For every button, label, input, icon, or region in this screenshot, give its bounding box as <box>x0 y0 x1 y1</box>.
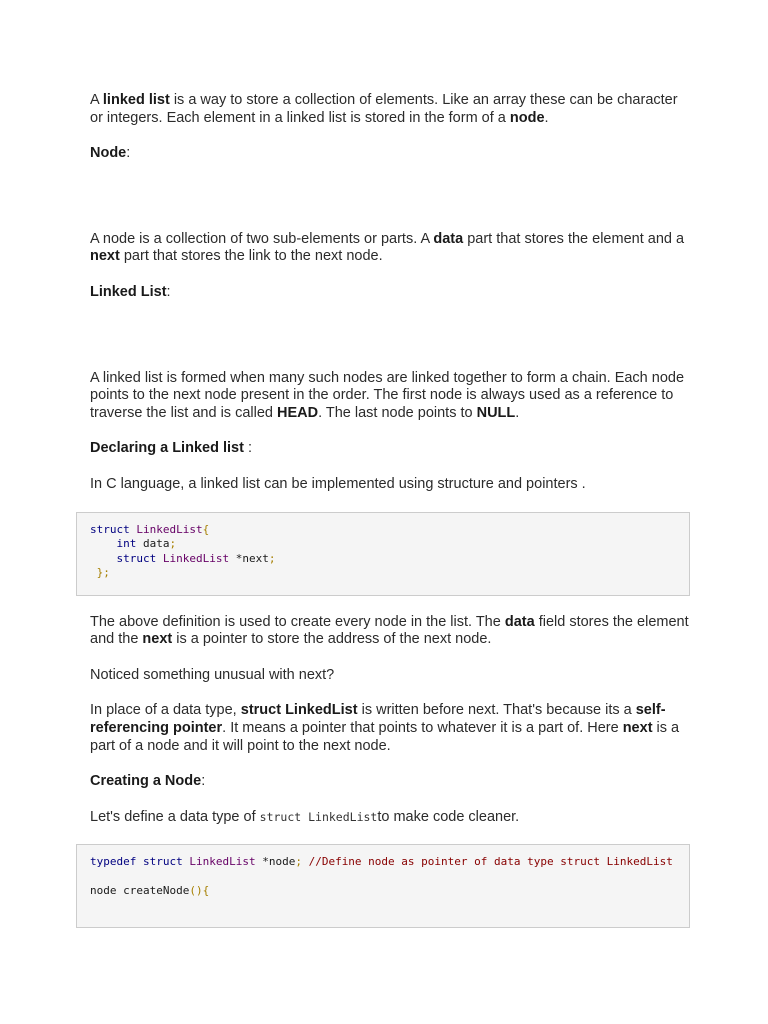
code-keyword: typedef struct <box>90 855 183 869</box>
definition-paragraph <box>90 614 690 649</box>
node-desc-text-2: part that stores the element and a <box>463 230 685 247</box>
code-identifier: data <box>136 537 170 551</box>
letsdefine-text-1: Let's define a data type of <box>90 808 260 825</box>
code-indent <box>90 566 97 579</box>
code-type: LinkedList <box>182 855 256 869</box>
code-keyword: int <box>116 537 137 551</box>
node-desc-bold-next: next <box>90 248 120 265</box>
declaring-heading-bold: Declaring a Linked list <box>90 440 244 457</box>
code-block-typedef <box>76 844 690 928</box>
linked-list-heading <box>90 284 690 302</box>
above-text-3: is a pointer to store the address of the next node. <box>172 631 492 648</box>
node-heading-suffix: : <box>126 145 131 162</box>
ll-desc-bold-null: NULL <box>476 404 516 421</box>
code-punct: (){ <box>189 884 210 898</box>
code-blank-line <box>90 870 676 885</box>
article-body <box>90 92 690 928</box>
node-desc-bold-data: data <box>433 230 464 247</box>
ll-desc-text-1: A linked list is formed when many such nodes are linked together to form a chain. Each node points to the next node present in the order. The first node is always used as a reference to traverse the list and is called <box>90 369 685 421</box>
code-keyword: struct <box>90 522 130 536</box>
ll-desc-bold-head: HEAD <box>276 404 319 421</box>
code-punct: { <box>202 522 210 536</box>
inplace-bold-self-ref: self-referencing pointer <box>90 702 666 736</box>
inplace-text-3: . It means a pointer that points to whatever it is a part of. Here <box>222 719 623 736</box>
node-desc-text-3: part that stores the link to the next node. <box>119 248 383 265</box>
above-bold-data: data <box>504 613 535 630</box>
code-identifier: *next <box>229 551 269 565</box>
inplace-text-1: In place of a data type, <box>90 702 241 719</box>
intro-paragraph <box>90 92 690 127</box>
creating-node-heading <box>90 773 690 791</box>
self-referencing-paragraph <box>90 702 690 755</box>
node-description <box>90 231 690 266</box>
define-type-paragraph <box>90 809 690 827</box>
declaring-heading-suffix: : <box>243 440 252 457</box>
code-identifier: *node <box>255 855 296 869</box>
inplace-bold-next: next <box>622 719 653 736</box>
inplace-text-4: is a part of a node and it will point to the next node. <box>90 719 680 754</box>
intro-bold-linked-list: linked list <box>102 92 170 108</box>
code-line <box>90 884 676 899</box>
creating-node-heading-bold: Creating a Node <box>90 773 202 790</box>
code-line <box>90 855 676 870</box>
creating-node-heading-suffix: : <box>201 773 206 790</box>
code-punct: ; <box>295 855 302 869</box>
intro-text-3: . <box>544 109 549 126</box>
code-type: LinkedList <box>156 551 230 565</box>
code-punct: ; <box>268 551 276 565</box>
code-block-struct <box>76 512 690 596</box>
noticed-paragraph: Noticed something unusual with next? <box>90 666 335 683</box>
above-text-1: The above definition is used to create every node in the list. The <box>90 613 505 630</box>
code-punct: }; <box>96 566 110 580</box>
above-bold-next: next <box>142 631 173 648</box>
intro-text-2: is a way to store a collection of elements. Like an array these can be character or integers. Each element in a linked list is stored in the form of a <box>90 92 678 126</box>
node-heading-bold: Node <box>90 145 127 162</box>
code-identifier: node createNode <box>90 884 190 898</box>
code-comment: //Define node as pointer of data type struct LinkedList <box>301 855 673 869</box>
ll-desc-text-2: . The last node points to <box>318 404 477 421</box>
code-keyword: struct <box>116 551 157 565</box>
intro-text-1: A <box>90 92 103 108</box>
linked-list-description <box>90 370 690 423</box>
letsdefine-text-2: to make code cleaner. <box>377 808 520 825</box>
linked-list-heading-bold: Linked List <box>90 283 167 300</box>
inline-code: struct LinkedList <box>259 809 378 824</box>
above-text-2: field stores the element and the <box>90 613 689 648</box>
code-indent <box>90 552 117 565</box>
ll-desc-text-3: . <box>515 404 520 421</box>
node-desc-text-1: A node is a collection of two sub-elements or parts. A <box>90 230 434 247</box>
intro-bold-node: node <box>509 109 545 126</box>
inplace-text-2: is written before next. That's because its a <box>357 702 636 719</box>
code-punct: ; <box>169 537 177 551</box>
inplace-bold-struct: struct LinkedList <box>240 702 358 719</box>
code-indent <box>90 537 117 550</box>
declaring-heading <box>90 440 690 458</box>
node-heading <box>90 145 690 163</box>
code-type: LinkedList <box>129 522 203 536</box>
c-language-paragraph: In C language, a linked list can be implemented using structure and pointers . <box>90 475 586 492</box>
linked-list-heading-suffix: : <box>166 283 171 300</box>
